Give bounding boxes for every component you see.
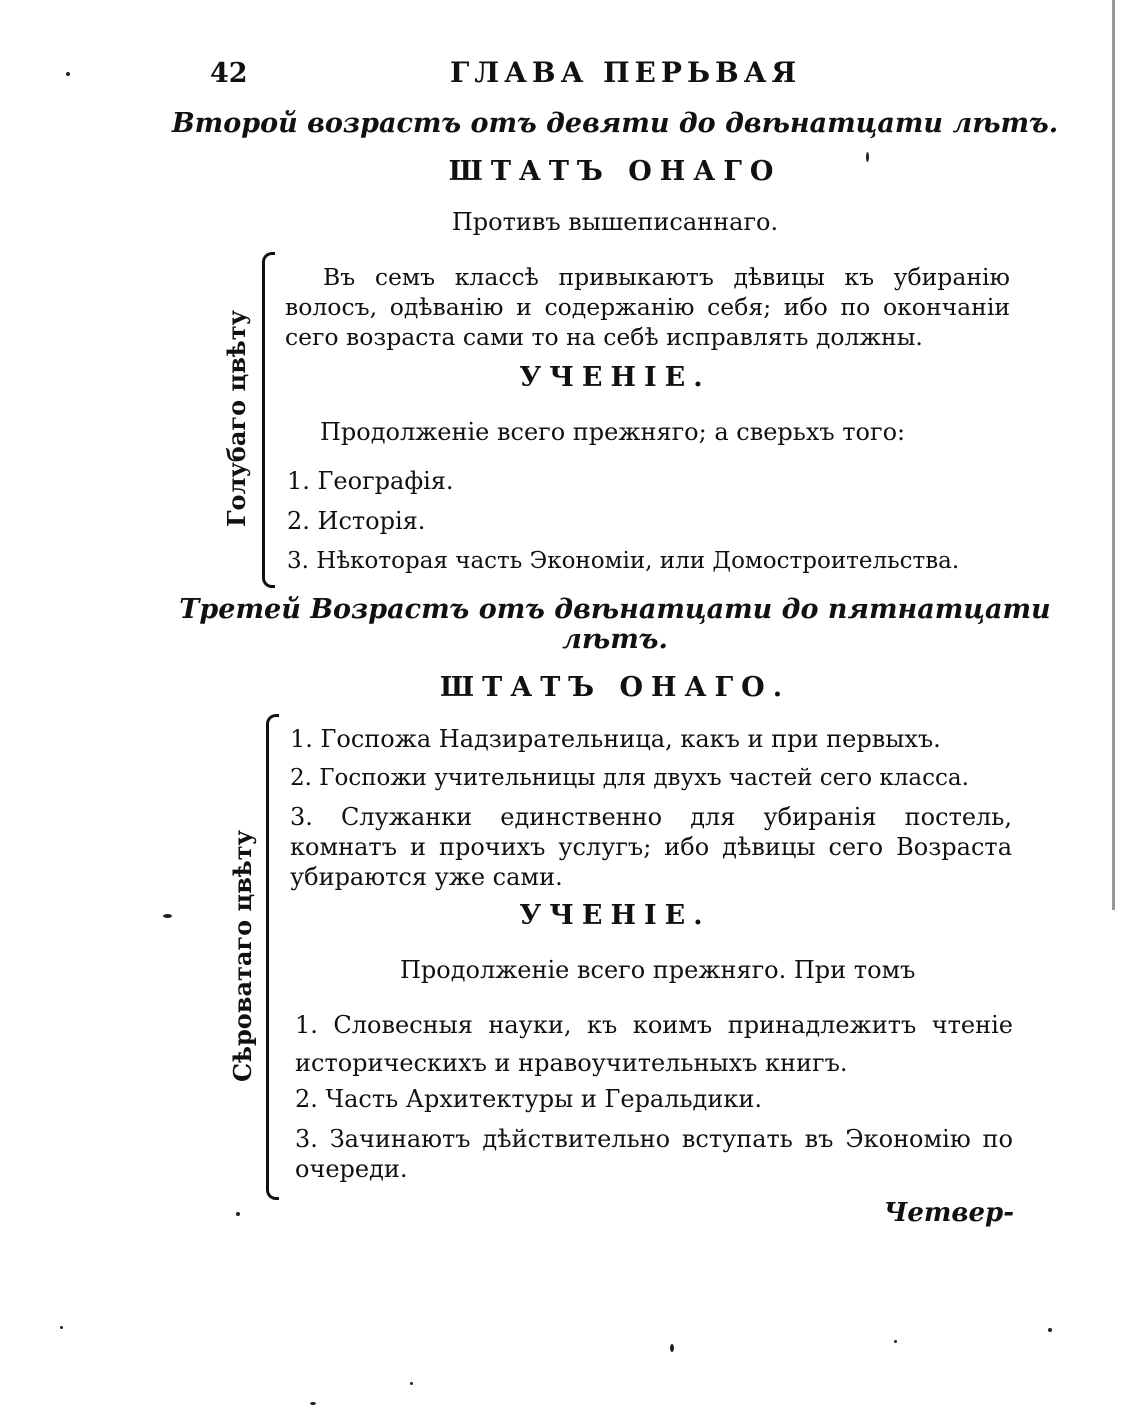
state-heading: ШТАТЪ ОНАГО. [439,672,791,703]
list-item: 2. Исторія. [287,507,426,535]
scan-speck [60,1326,63,1329]
scan-speck [670,1344,674,1352]
list-item: 1. Словесныя науки, къ коимъ принадлежитъ чтеніе историческихъ и нравоучительныхъ книгъ. [295,1011,1013,1077]
scan-speck [66,72,70,76]
page-edge-rule [1112,0,1115,910]
list-item: 2. Часть Архитектуры и Геральдики. [295,1085,762,1113]
teaching-intro: Продолженіе всего прежняго. При томъ [400,956,916,984]
list-item: 3. Нѣкоторая часть Экономіи, или Домостроительства. [287,548,960,574]
list-item: 2. Госпожи учительницы для двухъ частей сего класса. [290,765,969,791]
teaching-heading: УЧЕНІЕ. [519,362,711,393]
list-item: 1. Госпожа Надзирательница, какъ и при первыхъ. [290,725,941,753]
scan-speck [866,152,869,162]
page-number: 42 [210,58,248,89]
teaching-heading: УЧЕНІЕ. [519,900,711,931]
teaching-intro: Продолженіе всего прежняго; а сверьхъ того: [320,418,906,446]
bracket [262,252,275,588]
section-title: Третей Возрастъ отъ двѣнатцати до пятнатцати [179,594,1051,625]
section-title-continued: лѣтъ. [562,624,668,655]
catchword: Четвер- [883,1198,1014,1228]
scan-speck [410,1382,413,1385]
list-item: 3. Зачинаютъ дѣйствительно вступать въ Экономію по очереди. [295,1125,1013,1183]
scan-speck [236,1212,240,1216]
state-subheading: Противъ вышеписаннаго. [451,208,779,236]
section-title: Второй возрастъ отъ девяти до двѣнатцати лѣтъ. [171,108,1059,139]
state-heading: ШТАТЪ ОНАГО [448,156,782,187]
list-item: 3. Служанки единственно для убиранія постель, комнатъ и прочихъ услугъ; ибо дѣвицы сего Возраста убираются уже сами. [290,803,1012,891]
scan-speck [163,914,172,918]
side-label: Сѣроватаго цвѣту [228,830,257,1082]
list-item: 1. Географія. [287,467,454,495]
scan-speck [310,1402,316,1405]
scan-speck [1048,1328,1052,1332]
chapter-title: ГЛАВА ПЕРЬВАЯ [450,56,802,89]
side-label: Голубаго цвѣту [222,310,251,528]
bracket [266,714,279,1200]
state-paragraph: Въ семъ классѣ привыкаютъ дѣвицы къ убиранію волосъ, одѣванію и содержанію себя; ибо по окончаніи сего возраста сами то на себѣ исправлять должны. [285,263,1010,351]
scan-speck [894,1340,897,1343]
